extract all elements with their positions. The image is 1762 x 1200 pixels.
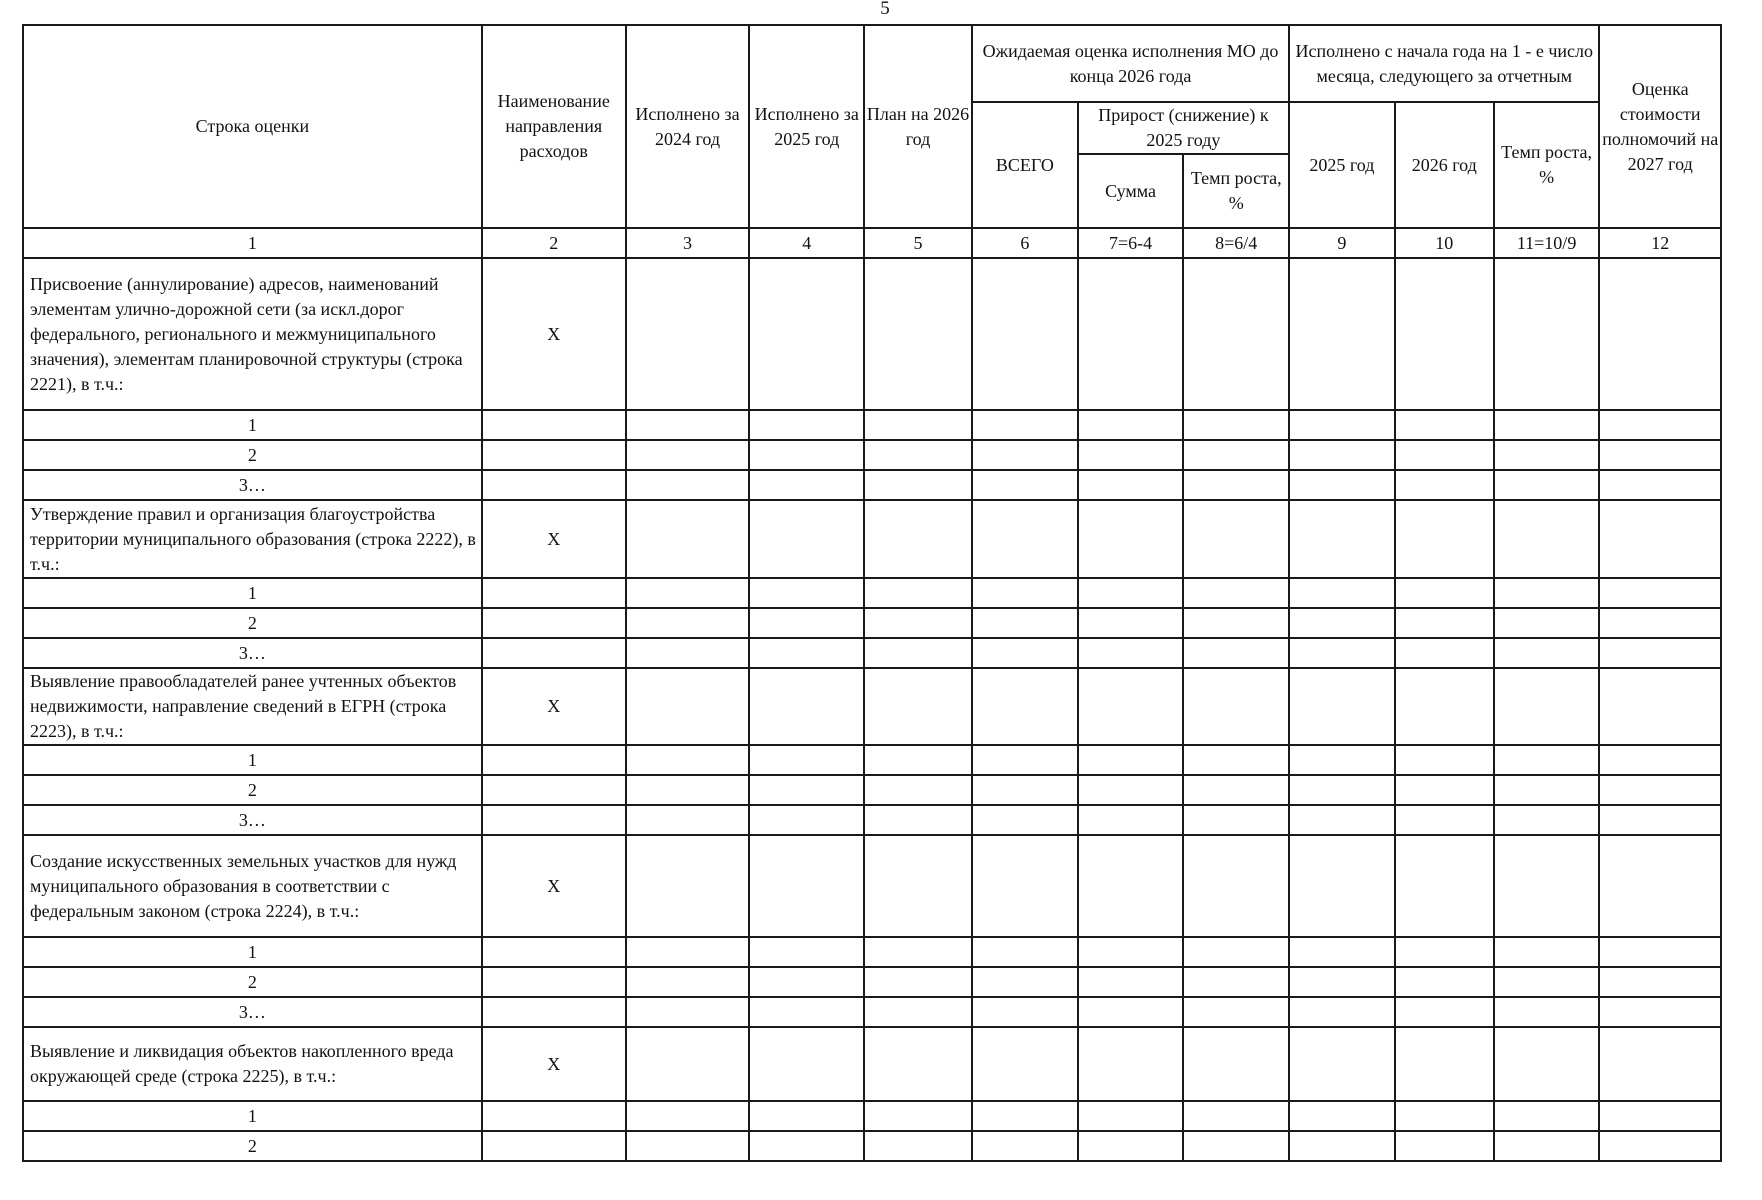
value-cell[interactable] [864, 937, 972, 967]
value-cell[interactable] [1289, 440, 1395, 470]
value-cell[interactable] [626, 470, 750, 500]
value-cell[interactable] [1494, 805, 1600, 835]
header-executed-growth-rate: Темп роста, % [1494, 102, 1600, 228]
value-cell[interactable] [1599, 638, 1721, 668]
sub-row [23, 937, 1721, 967]
value-cell[interactable] [972, 745, 1078, 775]
sub-row [23, 1131, 1721, 1161]
column-number: 12 [1599, 228, 1721, 258]
value-cell[interactable] [1395, 638, 1494, 668]
value-cell[interactable] [1078, 775, 1184, 805]
value-cell[interactable] [972, 997, 1078, 1027]
value-cell[interactable] [864, 1101, 972, 1131]
value-cell[interactable] [972, 258, 1078, 410]
column-number: 4 [749, 228, 864, 258]
value-cell[interactable] [1289, 668, 1395, 745]
value-cell[interactable] [482, 410, 626, 440]
sub-row-label: 2 [23, 967, 482, 997]
value-cell[interactable] [1289, 1131, 1395, 1161]
section-row [23, 258, 1721, 410]
value-cell[interactable] [482, 1131, 626, 1161]
section-label: Выявление и ликвидация объектов накопленного вреда окружающей среде (строка 2225), в т.ч.: [23, 1027, 482, 1101]
value-cell[interactable] [1078, 258, 1184, 410]
value-cell[interactable] [749, 1101, 864, 1131]
value-cell[interactable] [749, 835, 864, 937]
value-cell[interactable] [864, 1027, 972, 1101]
value-cell[interactable] [482, 1101, 626, 1131]
value-cell[interactable] [1494, 470, 1600, 500]
value-cell[interactable] [1289, 1027, 1395, 1101]
value-cell[interactable] [1183, 745, 1289, 775]
value-cell[interactable] [972, 937, 1078, 967]
value-cell[interactable] [1289, 258, 1395, 410]
value-cell[interactable] [1289, 1101, 1395, 1131]
header-executed-2025: Исполнено за 2025 год [749, 25, 864, 228]
value-cell[interactable] [482, 470, 626, 500]
value-cell[interactable] [626, 835, 750, 937]
value-cell[interactable] [1395, 258, 1494, 410]
value-cell[interactable] [749, 1131, 864, 1161]
value-cell[interactable] [626, 745, 750, 775]
sub-row [23, 997, 1721, 1027]
sub-row [23, 440, 1721, 470]
value-cell[interactable] [1395, 937, 1494, 967]
value-cell[interactable] [1494, 997, 1600, 1027]
sub-row-label: 1 [23, 1101, 482, 1131]
column-number: 11=10/9 [1494, 228, 1600, 258]
section-row [23, 668, 1721, 745]
value-cell[interactable] [1599, 937, 1721, 967]
sub-row-label: 2 [23, 440, 482, 470]
value-cell[interactable] [482, 775, 626, 805]
value-cell[interactable] [972, 835, 1078, 937]
value-cell[interactable] [1395, 997, 1494, 1027]
value-cell[interactable] [864, 997, 972, 1027]
header-row-1 [23, 25, 1721, 102]
value-cell[interactable] [1289, 805, 1395, 835]
value-cell[interactable] [864, 608, 972, 638]
value-cell[interactable] [749, 668, 864, 745]
value-cell[interactable] [749, 967, 864, 997]
value-cell[interactable] [749, 745, 864, 775]
value-cell[interactable] [1395, 470, 1494, 500]
header-growth-sum: Сумма [1078, 154, 1184, 228]
value-cell[interactable] [626, 258, 750, 410]
column-number: 3 [626, 228, 750, 258]
value-cell[interactable] [1289, 410, 1395, 440]
value-cell[interactable] [1289, 578, 1395, 608]
value-cell[interactable] [1289, 500, 1395, 578]
value-cell[interactable] [1494, 745, 1600, 775]
value-cell[interactable] [482, 608, 626, 638]
value-cell[interactable] [1599, 668, 1721, 745]
value-cell[interactable] [972, 440, 1078, 470]
value-cell[interactable] [972, 578, 1078, 608]
value-cell[interactable] [1289, 470, 1395, 500]
value-cell[interactable] [1078, 608, 1184, 638]
value-cell[interactable] [1395, 835, 1494, 937]
value-cell[interactable] [1395, 410, 1494, 440]
value-cell[interactable] [1599, 835, 1721, 937]
value-cell[interactable] [1183, 258, 1289, 410]
section-x-mark: Х [482, 835, 626, 937]
value-cell[interactable] [626, 775, 750, 805]
value-cell[interactable] [1183, 937, 1289, 967]
value-cell[interactable] [626, 997, 750, 1027]
sub-row-label: 1 [23, 937, 482, 967]
value-cell[interactable] [1599, 470, 1721, 500]
value-cell[interactable] [482, 578, 626, 608]
value-cell[interactable] [864, 745, 972, 775]
value-cell[interactable] [1078, 638, 1184, 668]
value-cell[interactable] [1395, 608, 1494, 638]
value-cell[interactable] [1494, 578, 1600, 608]
value-cell[interactable] [864, 775, 972, 805]
value-cell[interactable] [1183, 410, 1289, 440]
value-cell[interactable] [1494, 668, 1600, 745]
value-cell[interactable] [1183, 967, 1289, 997]
value-cell[interactable] [864, 668, 972, 745]
sub-row [23, 1101, 1721, 1131]
sub-row [23, 967, 1721, 997]
value-cell[interactable] [1078, 835, 1184, 937]
value-cell[interactable] [482, 937, 626, 967]
section-row [23, 835, 1721, 937]
sub-row [23, 745, 1721, 775]
column-number: 8=6/4 [1183, 228, 1289, 258]
section-row [23, 500, 1721, 578]
value-cell[interactable] [1183, 668, 1289, 745]
value-cell[interactable] [1395, 805, 1494, 835]
value-cell[interactable] [626, 805, 750, 835]
value-cell[interactable] [864, 1131, 972, 1161]
value-cell[interactable] [864, 578, 972, 608]
value-cell[interactable] [1183, 805, 1289, 835]
value-cell[interactable] [972, 608, 1078, 638]
column-number: 7=6-4 [1078, 228, 1184, 258]
value-cell[interactable] [1183, 440, 1289, 470]
value-cell[interactable] [1395, 1101, 1494, 1131]
sub-row [23, 775, 1721, 805]
value-cell[interactable] [626, 967, 750, 997]
value-cell[interactable] [1289, 835, 1395, 937]
header-executed-2024: Исполнено за 2024 год [626, 25, 750, 228]
value-cell[interactable] [1395, 1131, 1494, 1161]
value-cell[interactable] [1078, 668, 1184, 745]
column-number: 1 [23, 228, 482, 258]
value-cell[interactable] [1183, 1027, 1289, 1101]
value-cell[interactable] [1494, 775, 1600, 805]
value-cell[interactable] [749, 805, 864, 835]
value-cell[interactable] [1183, 578, 1289, 608]
column-number: 6 [972, 228, 1078, 258]
section-label: Создание искусственных земельных участков для нужд муниципального образования в соответствии с федеральным законом (строка 2224), в т.ч.: [23, 835, 482, 937]
value-cell[interactable] [972, 775, 1078, 805]
sub-row [23, 578, 1721, 608]
value-cell[interactable] [972, 967, 1078, 997]
value-cell[interactable] [1289, 608, 1395, 638]
value-cell[interactable] [1599, 1027, 1721, 1101]
value-cell[interactable] [626, 440, 750, 470]
value-cell[interactable] [749, 470, 864, 500]
header-executed-since-year-start: Исполнено с начала года на 1 - е число месяца, следующего за отчетным [1289, 25, 1599, 102]
value-cell[interactable] [1599, 578, 1721, 608]
value-cell[interactable] [1289, 937, 1395, 967]
value-cell[interactable] [1494, 1101, 1600, 1131]
header-growth-group: Прирост (снижение) к 2025 году [1078, 102, 1289, 154]
value-cell[interactable] [1599, 805, 1721, 835]
value-cell[interactable] [749, 1027, 864, 1101]
value-cell[interactable] [749, 638, 864, 668]
value-cell[interactable] [749, 997, 864, 1027]
header-executed-2026-ytd: 2026 год [1395, 102, 1494, 228]
header-expected-total: ВСЕГО [972, 102, 1078, 228]
value-cell[interactable] [626, 578, 750, 608]
header-direction-name: Наименование направления расходов [482, 25, 626, 228]
value-cell[interactable] [1289, 775, 1395, 805]
value-cell[interactable] [482, 967, 626, 997]
value-cell[interactable] [482, 997, 626, 1027]
value-cell[interactable] [864, 967, 972, 997]
value-cell[interactable] [1078, 1027, 1184, 1101]
header-growth-rate: Темп роста, % [1183, 154, 1289, 228]
value-cell[interactable] [626, 638, 750, 668]
value-cell[interactable] [1599, 775, 1721, 805]
value-cell[interactable] [626, 668, 750, 745]
value-cell[interactable] [1289, 638, 1395, 668]
value-cell[interactable] [1599, 258, 1721, 410]
value-cell[interactable] [749, 578, 864, 608]
value-cell[interactable] [1494, 410, 1600, 440]
section-x-mark: Х [482, 668, 626, 745]
value-cell[interactable] [1494, 500, 1600, 578]
value-cell[interactable] [1078, 578, 1184, 608]
sub-row [23, 805, 1721, 835]
value-cell[interactable] [1599, 1101, 1721, 1131]
value-cell[interactable] [749, 500, 864, 578]
value-cell[interactable] [1078, 410, 1184, 440]
report-table [22, 24, 1722, 1162]
value-cell[interactable] [1494, 1027, 1600, 1101]
sub-row [23, 608, 1721, 638]
value-cell[interactable] [1078, 967, 1184, 997]
sub-row [23, 470, 1721, 500]
value-cell[interactable] [1078, 440, 1184, 470]
sub-row-label: 1 [23, 410, 482, 440]
section-x-mark: Х [482, 500, 626, 578]
section-row [23, 1027, 1721, 1101]
value-cell[interactable] [864, 638, 972, 668]
value-cell[interactable] [1599, 410, 1721, 440]
value-cell[interactable] [972, 410, 1078, 440]
value-cell[interactable] [749, 440, 864, 470]
value-cell[interactable] [972, 1027, 1078, 1101]
value-cell[interactable] [749, 608, 864, 638]
sub-row-label: 2 [23, 775, 482, 805]
value-cell[interactable] [1494, 1131, 1600, 1161]
sub-row-label: 2 [23, 608, 482, 638]
value-cell[interactable] [482, 745, 626, 775]
value-cell[interactable] [1289, 997, 1395, 1027]
value-cell[interactable] [972, 470, 1078, 500]
value-cell[interactable] [1599, 997, 1721, 1027]
header-cost-estimate-2027: Оценка стоимости полномочий на 2027 год [1599, 25, 1721, 228]
value-cell[interactable] [1599, 1131, 1721, 1161]
value-cell[interactable] [1395, 440, 1494, 470]
value-cell[interactable] [749, 258, 864, 410]
column-number: 9 [1289, 228, 1395, 258]
value-cell[interactable] [1078, 937, 1184, 967]
value-cell[interactable] [1599, 440, 1721, 470]
value-cell[interactable] [864, 500, 972, 578]
value-cell[interactable] [1183, 835, 1289, 937]
value-cell[interactable] [1183, 1131, 1289, 1161]
section-label: Утверждение правил и организация благоустройства территории муниципального образования (строка 2222), в т.ч.: [23, 500, 482, 578]
value-cell[interactable] [1078, 500, 1184, 578]
value-cell[interactable] [1078, 1101, 1184, 1131]
value-cell[interactable] [1183, 638, 1289, 668]
value-cell[interactable] [626, 410, 750, 440]
value-cell[interactable] [1494, 937, 1600, 967]
sub-row [23, 410, 1721, 440]
header-plan-2026: План на 2026 год [864, 25, 972, 228]
value-cell[interactable] [864, 410, 972, 440]
column-number: 5 [864, 228, 972, 258]
value-cell[interactable] [1183, 470, 1289, 500]
value-cell[interactable] [1395, 967, 1494, 997]
value-cell[interactable] [1078, 805, 1184, 835]
value-cell[interactable] [972, 668, 1078, 745]
section-label: Выявление правообладателей ранее учтенных объектов недвижимости, направление сведений в ЕГРН (строка 2223), в т.ч.: [23, 668, 482, 745]
value-cell[interactable] [1395, 500, 1494, 578]
value-cell[interactable] [972, 805, 1078, 835]
value-cell[interactable] [626, 937, 750, 967]
value-cell[interactable] [1494, 835, 1600, 937]
value-cell[interactable] [1395, 775, 1494, 805]
value-cell[interactable] [1494, 440, 1600, 470]
value-cell[interactable] [626, 1027, 750, 1101]
value-cell[interactable] [482, 805, 626, 835]
sub-row-label: 3… [23, 997, 482, 1027]
value-cell[interactable] [1078, 745, 1184, 775]
value-cell[interactable] [1395, 745, 1494, 775]
value-cell[interactable] [749, 937, 864, 967]
value-cell[interactable] [1078, 470, 1184, 500]
value-cell[interactable] [1289, 745, 1395, 775]
column-number: 10 [1395, 228, 1494, 258]
value-cell[interactable] [1494, 967, 1600, 997]
value-cell[interactable] [972, 500, 1078, 578]
value-cell[interactable] [1183, 608, 1289, 638]
section-x-mark: Х [482, 258, 626, 410]
value-cell[interactable] [1494, 258, 1600, 410]
sub-row [23, 638, 1721, 668]
section-label: Присвоение (аннулирование) адресов, наименований элементам улично-дорожной сети (за искл.дорог федерального, регионального и межмуниципального значения), элементам планировочной структуры (строка 2221), в т.ч.: [23, 258, 482, 410]
sub-row-label: 3… [23, 470, 482, 500]
value-cell[interactable] [864, 835, 972, 937]
page-number: 5 [880, 0, 890, 19]
value-cell[interactable] [864, 470, 972, 500]
value-cell[interactable] [1599, 745, 1721, 775]
value-cell[interactable] [1183, 500, 1289, 578]
section-x-mark: Х [482, 1027, 626, 1101]
value-cell[interactable] [972, 1101, 1078, 1131]
sub-row-label: 3… [23, 638, 482, 668]
value-cell[interactable] [972, 1131, 1078, 1161]
value-cell[interactable] [482, 440, 626, 470]
column-number-row [23, 228, 1721, 258]
value-cell[interactable] [1494, 608, 1600, 638]
value-cell[interactable] [1395, 1027, 1494, 1101]
value-cell[interactable] [626, 1101, 750, 1131]
value-cell[interactable] [626, 500, 750, 578]
value-cell[interactable] [1183, 997, 1289, 1027]
value-cell[interactable] [749, 775, 864, 805]
sub-row-label: 1 [23, 745, 482, 775]
header-row-label: Строка оценки [23, 25, 482, 228]
value-cell[interactable] [1395, 578, 1494, 608]
value-cell[interactable] [1599, 967, 1721, 997]
value-cell[interactable] [1289, 967, 1395, 997]
value-cell[interactable] [749, 410, 864, 440]
value-cell[interactable] [1494, 638, 1600, 668]
value-cell[interactable] [864, 258, 972, 410]
value-cell[interactable] [482, 638, 626, 668]
sub-row-label: 2 [23, 1131, 482, 1161]
value-cell[interactable] [1078, 1131, 1184, 1161]
value-cell[interactable] [626, 1131, 750, 1161]
header-expected-estimate: Ожидаемая оценка исполнения МО до конца 2026 года [972, 25, 1289, 102]
column-number: 2 [482, 228, 626, 258]
value-cell[interactable] [1078, 997, 1184, 1027]
value-cell[interactable] [1183, 1101, 1289, 1131]
sub-row-label: 3… [23, 805, 482, 835]
value-cell[interactable] [864, 440, 972, 470]
value-cell[interactable] [626, 608, 750, 638]
value-cell[interactable] [1599, 608, 1721, 638]
value-cell[interactable] [864, 805, 972, 835]
value-cell[interactable] [1183, 775, 1289, 805]
value-cell[interactable] [1599, 500, 1721, 578]
header-executed-2025-ytd: 2025 год [1289, 102, 1395, 228]
value-cell[interactable] [1395, 668, 1494, 745]
sub-row-label: 1 [23, 578, 482, 608]
value-cell[interactable] [972, 638, 1078, 668]
